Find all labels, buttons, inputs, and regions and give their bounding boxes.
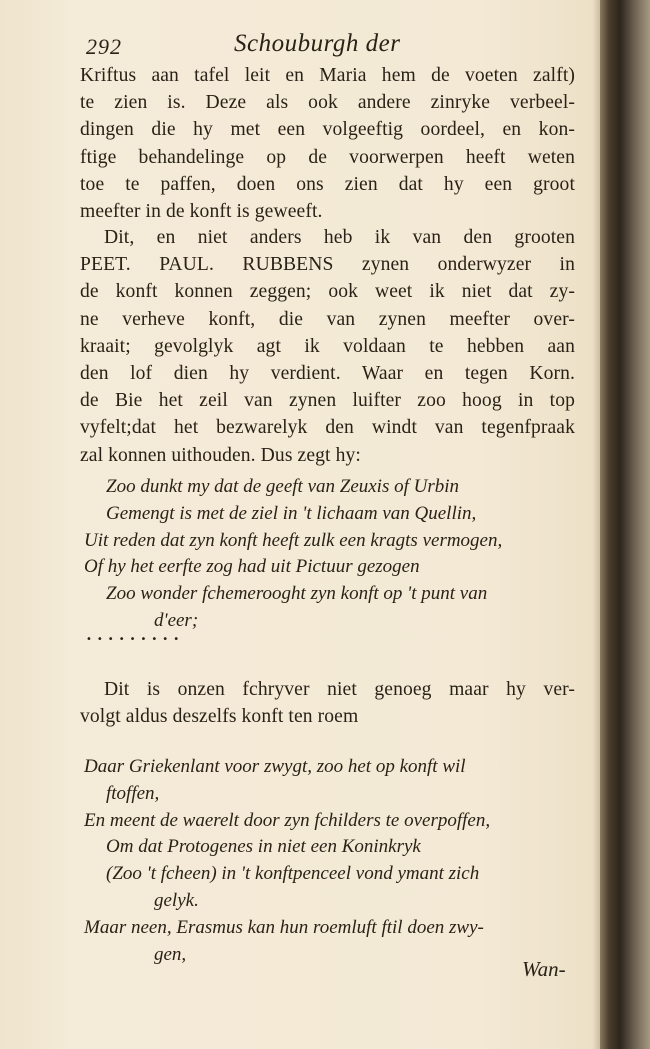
text-line: kraait; gevolglyk agt ik voldaan te hebben aan [80, 335, 575, 357]
text-line: den lof dien hy verdient. Waar en tegen Korn. [80, 363, 575, 385]
verse-line: Zoo dunkt my dat de geeft van Zeuxis of Urbin [106, 476, 460, 497]
verse-block-2 [84, 754, 584, 968]
verse-line: Zoo wonder fchemerooght zyn konft op 't punt van [106, 583, 488, 605]
text-line: dingen die hy met een volgeeftig oordeel, en kon- [80, 119, 575, 141]
verse-line: gelyk. [154, 889, 199, 911]
text-line: toe te paffen, doen ons zien dat hy een groot [80, 173, 575, 195]
verse-line: d'eer; [154, 609, 199, 631]
text-line: de konft konnen zeggen; ook weet ik niet dat zy- [80, 281, 575, 303]
paragraph-3 [80, 676, 575, 730]
text-line: te zien is. Deze als ook andere zinryke verbeel- [80, 92, 575, 114]
verse-block-1 [84, 474, 584, 635]
verse-line: gen, [154, 943, 187, 965]
verse-line: Gemengt is met de ziel in 't lichaam van Quellin, [106, 502, 477, 524]
page-header [86, 30, 576, 66]
verse-line: Uit reden dat zyn konft heeft zulk een kragts vermogen, [84, 529, 503, 551]
running-title: Schouburgh der [234, 30, 401, 57]
text-line: ne verheve konft, die van zynen meefter over- [80, 308, 575, 330]
verse-line: ftoffen, [106, 782, 160, 804]
catchword: Wan- [522, 957, 566, 981]
text-line: ftige behandelinge op de voorwerpen heeft weten [80, 146, 575, 168]
text-line: zal konnen uithouden. Dus zegt hy: [80, 444, 361, 466]
paragraph-1 [80, 62, 575, 225]
verse-line: Daar Griekenlant voor zwygt, zoo het op konft wil [84, 756, 466, 777]
verse-line: Om dat Protogenes in niet een Koninkryk [106, 836, 421, 858]
page-number: 292 [86, 34, 122, 59]
paragraph-2 [80, 224, 575, 469]
text-line: Dit is onzen fchryver niet genoeg maar hy ver- [104, 679, 575, 700]
text-line: Kriftus aan tafel leit en Maria hem de voeten zalft) [80, 65, 575, 86]
verse-line: Maar neen, Erasmus kan hun roemluft ftil doen zwy- [84, 916, 484, 938]
text-line: vyfelt;dat het bezwarelyk den windt van tegenfpraak [80, 417, 575, 439]
verse-line: En meent de waerelt door zyn fchilders te overpoffen, [84, 809, 491, 831]
text-line: meefter in de konft is geweeft. [80, 201, 323, 223]
ellipsis-dots: ••••••••• [86, 634, 185, 645]
text-line: Dit, en niet anders heb ik van den grooten [104, 227, 575, 248]
text-line: PEET. PAUL. RUBBENS zynen onderwyzer in [80, 254, 575, 276]
book-spine [600, 0, 650, 1049]
text-line: volgt aldus deszelfs konft ten roem [80, 706, 359, 728]
text-line: de Bie het zeil van zynen luifter zoo hoog in top [80, 390, 575, 412]
verse-line: Of hy het eerfte zog had uit Pictuur gezogen [84, 556, 420, 578]
verse-line: (Zoo 't fcheen) in 't konftpenceel vond ymant zich [106, 863, 480, 885]
